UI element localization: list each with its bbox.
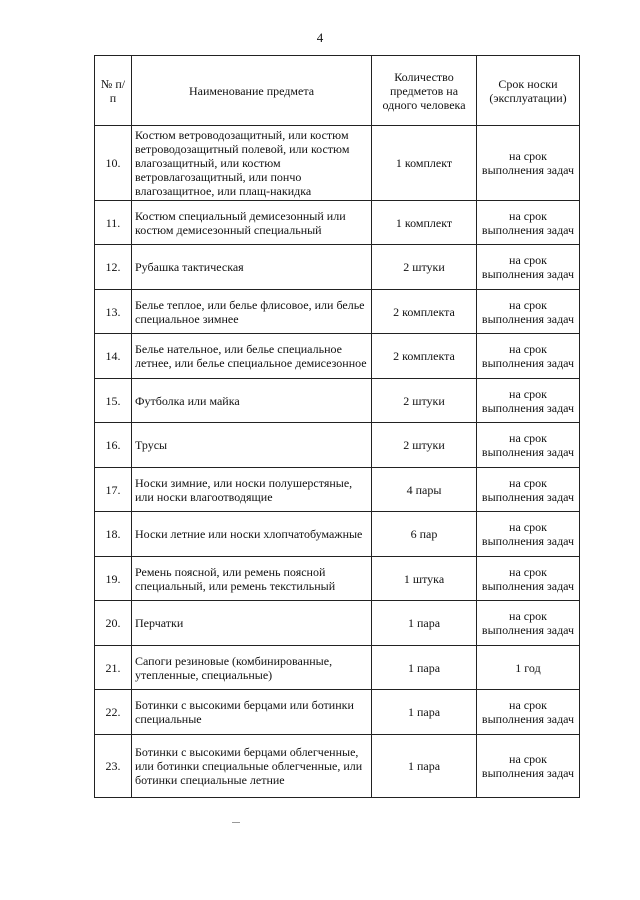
item-name: Ботинки с высокими берцами или ботинки специальные: [132, 690, 372, 735]
item-quantity: 2 комплекта: [372, 334, 477, 379]
item-term: на срок выполнения задач: [477, 557, 580, 601]
row-number: 23.: [95, 735, 132, 798]
item-quantity: 1 пара: [372, 646, 477, 690]
item-quantity: 1 комплект: [372, 201, 477, 245]
item-term: на срок выполнения задач: [477, 690, 580, 735]
table-row: [95, 512, 580, 557]
item-name: Футболка или майка: [132, 379, 372, 423]
row-number: 17.: [95, 468, 132, 512]
item-term: на срок выполнения задач: [477, 512, 580, 557]
item-quantity: 1 пара: [372, 601, 477, 646]
item-term: на срок выполнения задач: [477, 379, 580, 423]
row-number: 15.: [95, 379, 132, 423]
row-number: 13.: [95, 290, 132, 334]
table-row: [95, 646, 580, 690]
item-name: Носки зимние, или носки полушерстяные, или носки влагоотводящие: [132, 468, 372, 512]
item-name: Рубашка тактическая: [132, 245, 372, 290]
table-row: [95, 201, 580, 245]
item-term: на срок выполнения задач: [477, 245, 580, 290]
item-name: Ботинки с высокими берцами облегченные, или ботинки специальные облегченные, или ботинки специальные летние: [132, 735, 372, 798]
table-row: [95, 379, 580, 423]
table-row: [95, 601, 580, 646]
item-name: Сапоги резиновые (комбинированные, утепленные, специальные): [132, 646, 372, 690]
table-header-row: [95, 56, 580, 126]
row-number: 11.: [95, 201, 132, 245]
table-row: [95, 468, 580, 512]
table-row: [95, 334, 580, 379]
item-term: на срок выполнения задач: [477, 601, 580, 646]
scan-artifact: [232, 822, 240, 823]
header-qty: Количество предметов на одного человека: [372, 56, 477, 126]
item-quantity: 2 штуки: [372, 245, 477, 290]
item-quantity: 1 комплект: [372, 126, 477, 201]
table-row: [95, 126, 580, 201]
row-number: 14.: [95, 334, 132, 379]
item-term: на срок выполнения задач: [477, 423, 580, 468]
header-name: Наименование предмета: [132, 56, 372, 126]
page-number: 4: [316, 30, 324, 45]
item-quantity: 2 комплекта: [372, 290, 477, 334]
item-name: Перчатки: [132, 601, 372, 646]
item-term: 1 год: [477, 646, 580, 690]
item-term: на срок выполнения задач: [477, 735, 580, 798]
header-num: № п/п: [95, 56, 132, 126]
clothing-norms-table: [94, 55, 580, 798]
table-row: [95, 690, 580, 735]
item-name: Костюм ветроводозащитный, или костюм ветроводозащитный полевой, или костюм влагозащитный, или костюм ветровлагозащитный, или пончо влагозащитное, или плащ-накидка: [132, 126, 372, 201]
item-quantity: 1 пара: [372, 735, 477, 798]
table-row: [95, 423, 580, 468]
table-row: [95, 557, 580, 601]
row-number: 19.: [95, 557, 132, 601]
item-name: Трусы: [132, 423, 372, 468]
item-quantity: 1 пара: [372, 690, 477, 735]
item-term: на срок выполнения задач: [477, 468, 580, 512]
item-quantity: 2 штуки: [372, 423, 477, 468]
item-term: на срок выполнения задач: [477, 201, 580, 245]
item-term: на срок выполнения задач: [477, 126, 580, 201]
item-term: на срок выполнения задач: [477, 334, 580, 379]
item-name: Белье теплое, или белье флисовое, или белье специальное зимнее: [132, 290, 372, 334]
row-number: 20.: [95, 601, 132, 646]
row-number: 18.: [95, 512, 132, 557]
table-row: [95, 245, 580, 290]
item-name: Носки летние или носки хлопчатобумажные: [132, 512, 372, 557]
item-name: Белье нательное, или белье специальное летнее, или белье специальное демисезонное: [132, 334, 372, 379]
item-quantity: 4 пары: [372, 468, 477, 512]
item-term: на срок выполнения задач: [477, 290, 580, 334]
row-number: 21.: [95, 646, 132, 690]
table-row: [95, 290, 580, 334]
row-number: 12.: [95, 245, 132, 290]
item-quantity: 2 штуки: [372, 379, 477, 423]
item-name: Ремень поясной, или ремень поясной специальный, или ремень текстильный: [132, 557, 372, 601]
header-term: Срок носки (эксплуатации): [477, 56, 580, 126]
item-name: Костюм специальный демисезонный или костюм демисезонный специальный: [132, 201, 372, 245]
item-quantity: 1 штука: [372, 557, 477, 601]
table-row: [95, 735, 580, 798]
row-number: 16.: [95, 423, 132, 468]
row-number: 10.: [95, 126, 132, 201]
item-quantity: 6 пар: [372, 512, 477, 557]
row-number: 22.: [95, 690, 132, 735]
